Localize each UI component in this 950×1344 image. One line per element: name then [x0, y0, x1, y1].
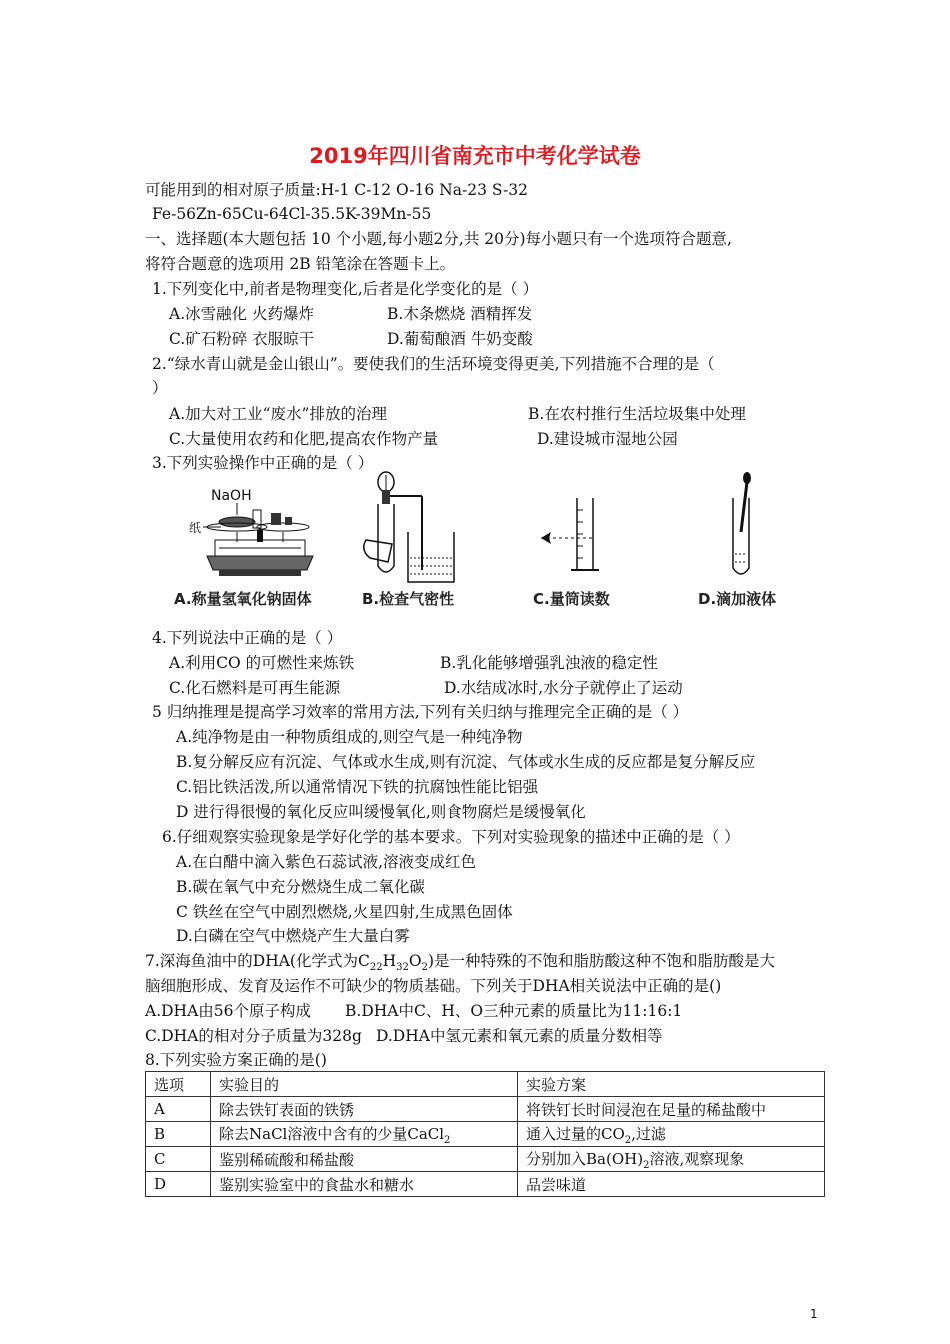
dropper-figure — [715, 470, 775, 588]
q4-option-c: C.化石燃料是可再生能源 — [169, 679, 341, 697]
q7-stem: 7.深海鱼油中的DHA(化学式为$C_{22}H_{32}O_2$)是一种特殊的不饱和脂肪酸这种不饱和脂肪酸是大 — [145, 952, 776, 974]
q1-stem: 1.下列变化中,前者是物理变化,后者是化学变化的是（ ） — [152, 280, 539, 298]
caption-d: D.滴加液体 — [698, 590, 777, 608]
page-number: 1 — [810, 1307, 818, 1321]
caption-a: A.称量氢氧化钠固体 — [174, 590, 312, 608]
q4-option-d: D.水结成冰时,水分子就停止了运动 — [444, 679, 683, 697]
q6-option-d: D.白磷在空气中燃烧产生大量白雾 — [176, 927, 410, 945]
airtightness-figure — [358, 470, 468, 588]
q4-stem: 4.下列说法中正确的是（ ） — [152, 629, 343, 647]
row-a-goal: 除去铁钉表面的铁锈 — [211, 1097, 518, 1122]
row-d-plan: 品尝味道 — [518, 1172, 825, 1197]
q1-option-a: A.冰雪融化 火药爆炸 — [169, 305, 315, 323]
q1-option-b: B.木条燃烧 酒精挥发 — [387, 305, 533, 323]
q2-option-b: B.在农村推行生活垃圾集中处理 — [528, 405, 746, 423]
q1-option-c: C.矿石粉碎 衣服晾干 — [169, 330, 315, 348]
q1-option-d: D.葡萄酿酒 牛奶变酸 — [387, 330, 533, 348]
table-row — [146, 1122, 825, 1147]
row-d-option: D — [146, 1172, 211, 1197]
row-a-option: A — [146, 1097, 211, 1122]
q2-stem: 2.“绿水青山就是金山银山”。要使我们的生活环境变得更美,下列措施不合理的是（ — [152, 355, 715, 373]
q6-option-c: C 铁丝在空气中剧烈燃烧,火星四射,生成黑色固体 — [176, 903, 513, 921]
atomic-masses-line1: 可能用到的相对原子质量:H-1 C-12 O-16 Na-23 S-32 — [145, 181, 529, 199]
q6-option-b: B.碳在氧气中充分燃烧生成二氧化碳 — [176, 878, 425, 896]
atomic-masses-line2: Fe-56Zn-65Cu-64Cl-35.5K-39Mn-55 — [152, 205, 432, 223]
header-plan: 实验方案 — [518, 1072, 825, 1097]
q5-option-b: B.复分解反应有沉淀、气体或水生成,则有沉淀、气体或水生成的反应都是复分解反应 — [176, 753, 756, 771]
q4-option-b: B.乳化能够增强乳浊液的稳定性 — [440, 654, 658, 672]
q7-stem-line2: 脑细胞形成、发育及运作不可缺少的物质基础。下列关于DHA相关说法中正确的是() — [145, 977, 722, 995]
q5-stem: 5 归纳推理是提高学习效率的常用方法,下列有关归纳与推理完全正确的是（ ） — [152, 703, 689, 721]
q7-option-d: D.DHA中氢元素和氧元素的质量分数相等 — [376, 1027, 663, 1045]
q7-option-a: A.DHA由56个原子构成 — [145, 1002, 311, 1020]
table-row — [146, 1097, 825, 1122]
row-a-plan: 将铁钉长时间浸泡在足量的稀盐酸中 — [518, 1097, 825, 1122]
header-option: 选项 — [146, 1072, 211, 1097]
q4-option-a: A.利用CO 的可燃性来炼铁 — [169, 654, 355, 672]
q2-stem-close: ） — [152, 379, 168, 397]
q8-stem: 8.下列实验方案正确的是() — [145, 1051, 327, 1069]
naoh-label: NaOH — [211, 488, 252, 504]
paper-label: 纸 — [189, 521, 202, 535]
row-c-plan: 分别加入$Ba(OH)_2$溶液,观察现象 — [518, 1147, 825, 1172]
row-c-option: C — [146, 1147, 211, 1172]
q2-option-d: D.建设城市湿地公园 — [537, 430, 678, 448]
q6-stem: 6.仔细观察实验现象是学好化学的基本要求。下列对实验现象的描述中正确的是（ ） — [162, 828, 740, 846]
page-title: 2019年四川省南充市中考化学试卷 — [309, 144, 641, 168]
row-d-goal: 鉴别实验室中的食盐水和糖水 — [211, 1172, 518, 1197]
q2-option-c: C.大量使用农药和化肥,提高农作物产量 — [169, 430, 439, 448]
table-row — [146, 1147, 825, 1172]
table-header-row — [146, 1072, 825, 1097]
header-goal: 实验目的 — [211, 1072, 518, 1097]
q7-option-c: C.DHA的相对分子质量为328g — [145, 1027, 362, 1045]
row-b-option: B — [146, 1122, 211, 1147]
q5-option-a: A.纯净物是由一种物质组成的,则空气是一种纯净物 — [176, 728, 523, 746]
q6-option-a: A.在白醋中滴入紫色石蕊试液,溶液变成红色 — [176, 853, 477, 871]
section1-instructions-1: 一、选择题(本大题包括 10 个小题,每小题2分,共 20分)每小题只有一个选项符合题意, — [145, 230, 732, 248]
q3-stem: 3.下列实验操作中正确的是（ ） — [152, 454, 374, 472]
row-c-goal: 鉴别稀硫酸和稀盐酸 — [211, 1147, 518, 1172]
row-b-plan: 通入过量的$CO_2$,过滤 — [518, 1122, 825, 1147]
q8-table — [145, 1071, 825, 1197]
q2-option-a: A.加大对工业“废水”排放的治理 — [169, 405, 387, 423]
q5-option-c: C.铝比铁活泼,所以通常情况下铁的抗腐蚀性能比铝强 — [176, 778, 539, 796]
balance-figure — [185, 470, 325, 588]
caption-b: B.检查气密性 — [362, 590, 455, 608]
caption-c: C.量筒读数 — [533, 590, 610, 608]
row-b-goal: 除去NaCl溶液中含有的少量CaCl$_2$ — [211, 1122, 518, 1147]
q7-option-b: B.DHA中C、H、O三种元素的质量比为11:16:1 — [345, 1002, 683, 1020]
table-row — [146, 1172, 825, 1197]
q5-option-d: D 进行得很慢的氧化反应叫缓慢氧化,则食物腐烂是缓慢氧化 — [176, 803, 586, 821]
cylinder-figure — [535, 470, 615, 588]
section1-instructions-2: 将符合题意的选项用 2B 铅笔涂在答题卡上。 — [145, 255, 456, 273]
